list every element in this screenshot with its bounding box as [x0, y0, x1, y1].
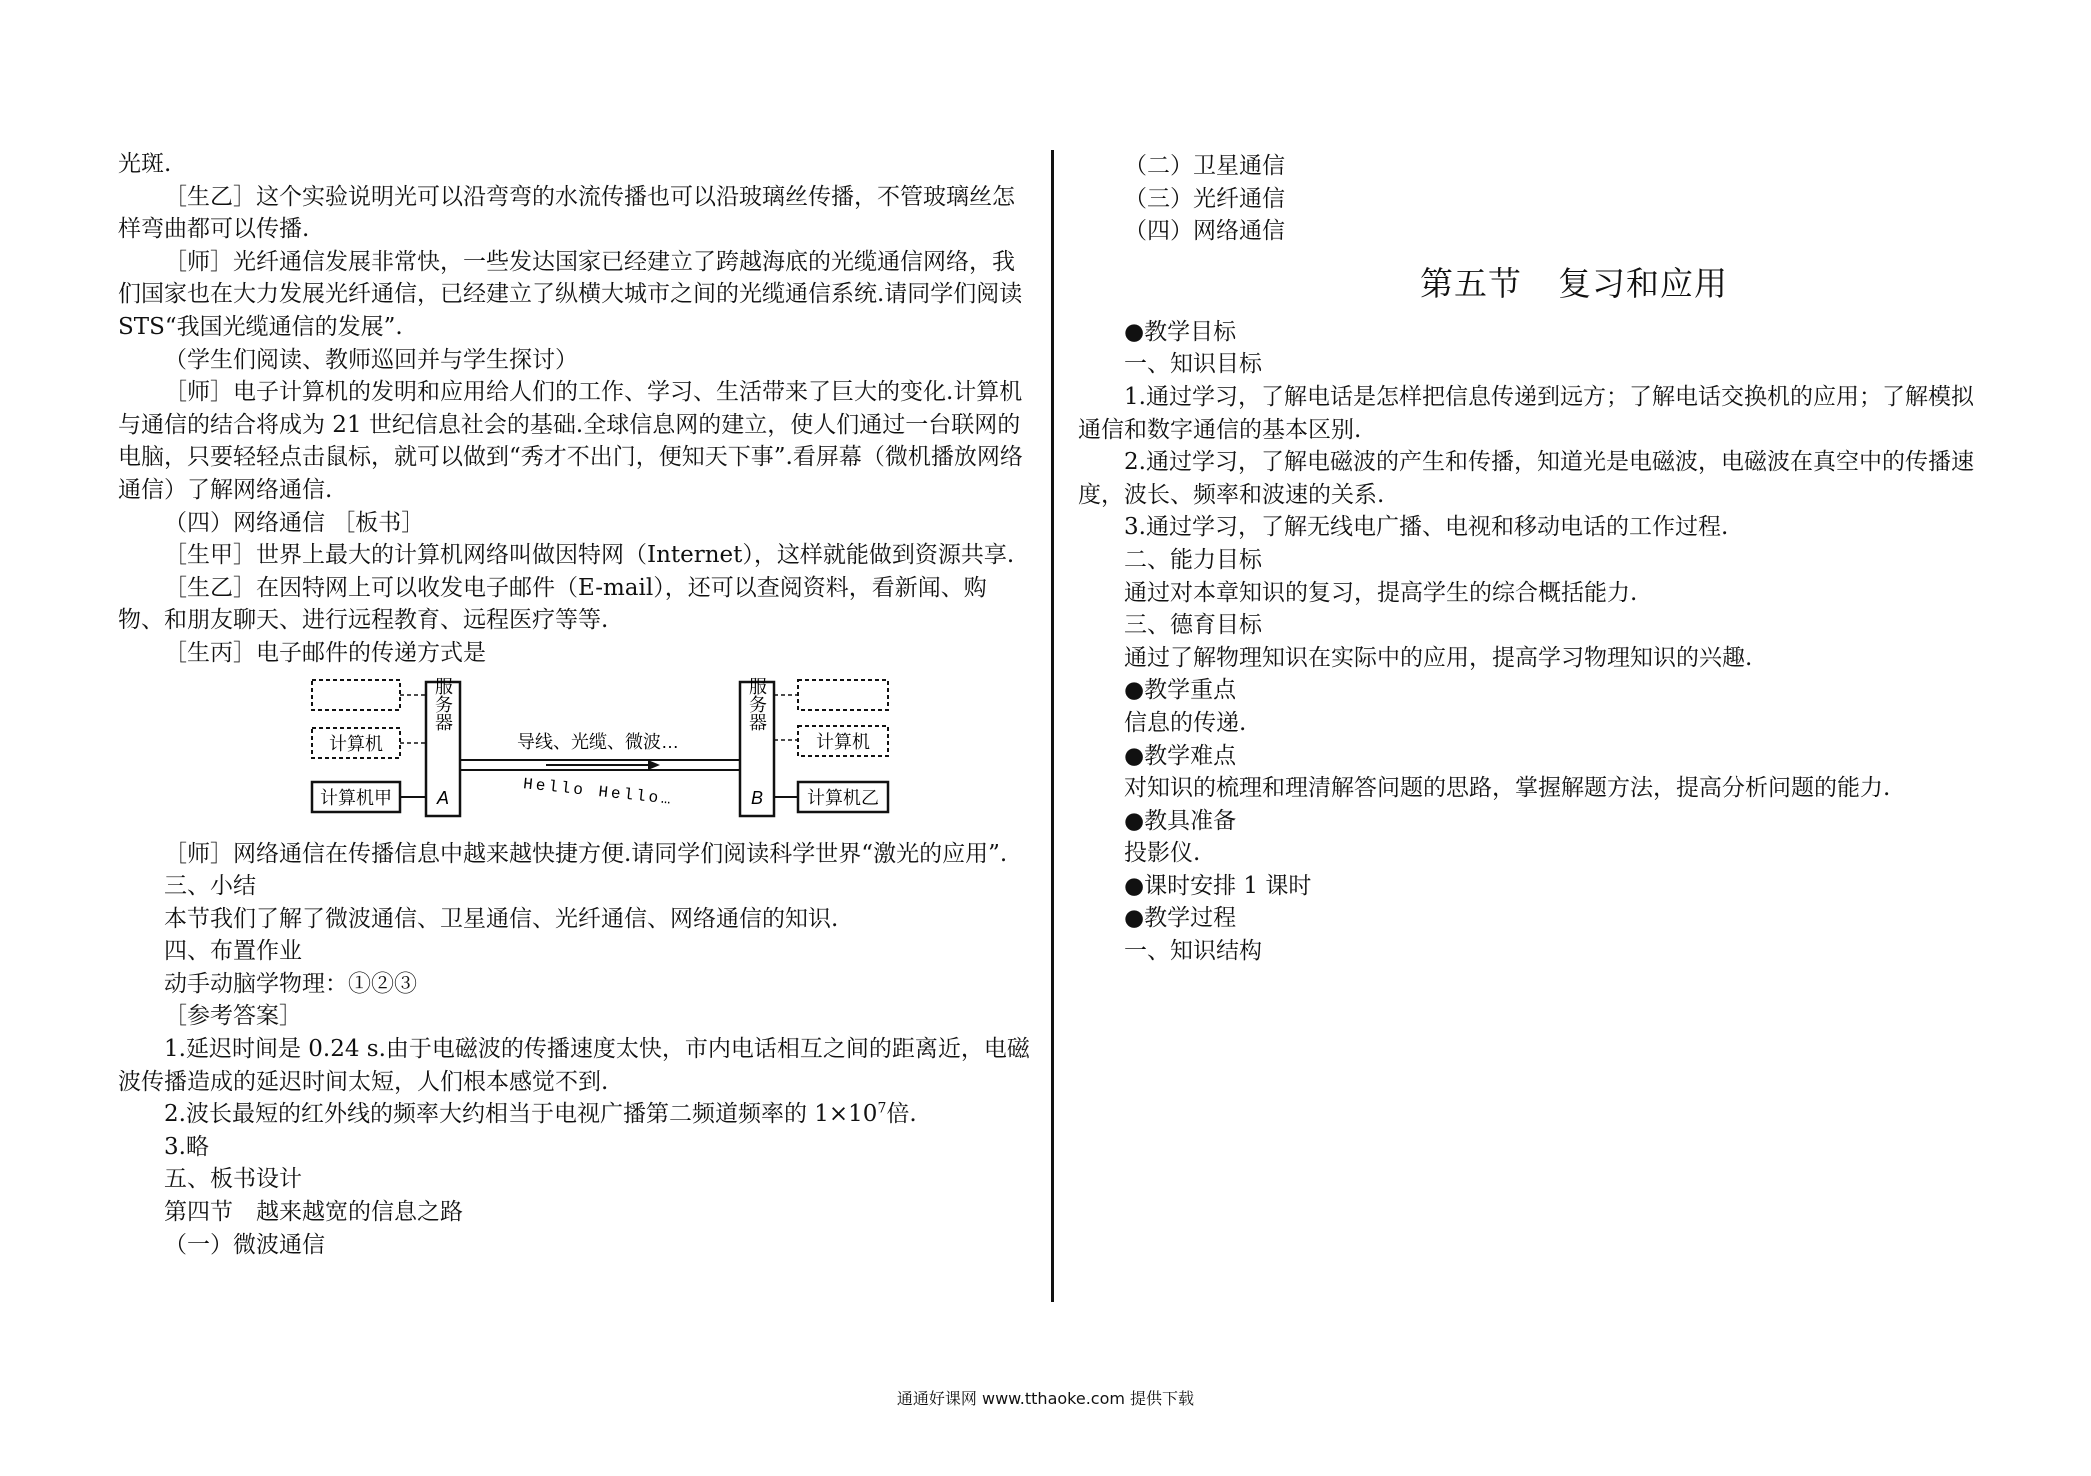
- heading: 五、板书设计: [164, 1166, 302, 1193]
- section-title: [1078, 260, 1990, 308]
- left-column: [118, 148, 1030, 1261]
- paragraph: 对知识的梳理和理清解答问题的思路，掌握解题方法，提高分析问题的能力.: [1124, 775, 1891, 802]
- computer-jia-label: 计算机甲: [320, 787, 392, 808]
- paragraph: （一）微波通信: [164, 1231, 325, 1258]
- paragraph: 通过对本章知识的复习，提高学生的综合概括能力.: [1124, 579, 1638, 606]
- heading: 二、能力目标: [1124, 546, 1262, 573]
- computer-label: 计算机: [816, 731, 870, 752]
- heading: ［参考答案］: [164, 1003, 302, 1030]
- heading: ●教学重点: [1124, 677, 1237, 704]
- paragraph: 第四节 越来越宽的信息之路: [164, 1199, 463, 1226]
- email-diagram: [118, 674, 1030, 830]
- paragraph: 3.略: [164, 1133, 209, 1160]
- computer-label: 计算机: [329, 733, 383, 754]
- paragraph: 光斑.: [118, 151, 172, 177]
- heading: ●教学目标: [1124, 318, 1237, 345]
- heading: ●教具准备: [1124, 807, 1237, 834]
- column-divider: [1051, 150, 1054, 1302]
- empty-computer-box: [312, 680, 400, 710]
- heading: 三、德育目标: [1124, 612, 1262, 639]
- paragraph: （学生们阅读、教师巡回并与学生探讨）: [164, 346, 578, 373]
- paragraph: 信息的传递.: [1124, 709, 1247, 736]
- paragraph: 3.通过学习，了解无线电广播、电视和移动电话的工作过程.: [1124, 514, 1729, 541]
- footer-credit: 通通好课网 www.tthaoke.com 提供下载: [896, 1389, 1195, 1408]
- channel-label: 导线、光缆、微波…: [517, 731, 679, 752]
- heading: ●教学难点: [1124, 742, 1237, 769]
- paragraph: 1.延迟时间是 0.24 s.由于电磁波的传播速度太快，市内电话相互之间的距离近，电磁波传播造成的延迟时间太短，人们根本感觉不到.: [118, 1036, 1030, 1095]
- paragraph: [118, 1098, 1030, 1131]
- exponent: 7: [877, 1100, 887, 1117]
- paragraph: ［师］电子计算机的发明和应用给人们的工作、学习、生活带来了巨大的变化.计算机与通信的结合将成为 21 世纪信息社会的基础.全球信息网的建立，使人们通过一台联网的电脑，只要轻轻点击鼠标，就可以做到“秀才不出门，便知天下事”.看屏幕（微机播放网络通信）了解网络通信.: [118, 379, 1023, 503]
- server-b-label: 服务器: [747, 676, 767, 731]
- server-a-label: 服务器: [433, 676, 453, 731]
- paragraph: （四）网络通信: [1124, 218, 1285, 245]
- heading: 一、知识目标: [1124, 351, 1262, 378]
- section-number: 第五节: [1420, 263, 1522, 303]
- computer-yi-label: 计算机乙: [807, 787, 879, 808]
- paragraph: 投影仪.: [1124, 840, 1201, 867]
- paragraph: ［生乙］这个实验说明光可以沿弯弯的水流传播也可以沿玻璃丝传播，不管玻璃丝怎样弯曲都可以传播.: [118, 183, 1015, 243]
- paragraph: （三）光纤通信: [1124, 185, 1285, 212]
- right-column: [1078, 150, 1990, 968]
- heading: ●课时安排 1 课时: [1124, 872, 1312, 899]
- empty-computer-box: [798, 680, 888, 710]
- server-b-letter: B: [750, 787, 764, 808]
- paragraph: ［师］网络通信在传播信息中越来越快捷方便.请同学们阅读科学世界“激光的应用”.: [164, 840, 1008, 867]
- paragraph: 本节我们了解了微波通信、卫星通信、光纤通信、网络通信的知识.: [164, 905, 839, 932]
- paragraph: （二）卫星通信: [1124, 153, 1285, 179]
- paragraph: 通过了解物理知识在实际中的应用，提高学习物理知识的兴趣.: [1124, 644, 1753, 671]
- answer-2-unit: 倍.: [886, 1101, 917, 1128]
- paragraph: ［师］光纤通信发展非常快，一些发达国家已经建立了跨越海底的光缆通信网络，我们国家也在大力发展光纤通信，已经建立了纵横大城市之间的光缆通信系统.请同学们阅读 STS“我国光缆通信的发展”.: [118, 248, 1023, 340]
- paragraph: 2.通过学习，了解电磁波的产生和传播，知道光是电磁波，电磁波在真空中的传播速度，波长、频率和波速的关系.: [1078, 449, 1974, 508]
- heading: 四、布置作业: [164, 938, 302, 965]
- section-name: 复习和应用: [1558, 263, 1728, 303]
- heading: 一、知识结构: [1124, 938, 1262, 965]
- paragraph: ［生甲］世界上最大的计算机网络叫做因特网（Internet），这样就能做到资源共享.: [164, 542, 1015, 569]
- paragraph: ［生乙］在因特网上可以收发电子邮件（E-mail），还可以查阅资料，看新闻、购物、和朋友聊天、进行远程教育、远程医疗等等.: [118, 574, 987, 634]
- paragraph: 1.通过学习，了解电话是怎样把信息传递到远方；了解电话交换机的应用；了解模拟通信和数字通信的基本区别.: [1078, 383, 1974, 443]
- heading: 三、小结: [164, 873, 256, 900]
- paragraph: 动手动脑学物理：①②③: [164, 970, 417, 997]
- server-a-letter: A: [436, 787, 450, 808]
- hello-label: Hello Hello…: [522, 774, 675, 809]
- heading: （四）网络通信 ［板书］: [164, 509, 425, 536]
- paragraph: ［生丙］电子邮件的传递方式是: [164, 639, 486, 666]
- answer-2-text: 2.波长最短的红外线的频率大约相当于电视广播第二频道频率的 1×10: [164, 1101, 878, 1128]
- heading: ●教学过程: [1124, 905, 1237, 932]
